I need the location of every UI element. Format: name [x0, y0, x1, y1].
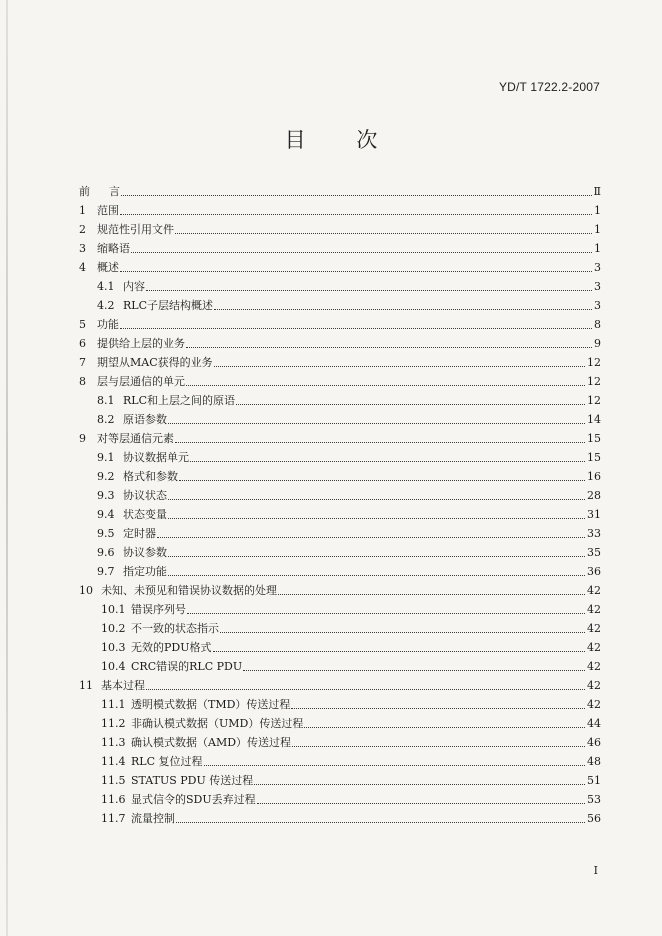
toc-entry[interactable]: [101, 618, 601, 636]
toc-leader-dots: [257, 803, 585, 804]
toc-entry-page: 51: [587, 774, 601, 787]
toc-entry[interactable]: [97, 295, 601, 313]
toc-entry-number: 11.4: [101, 755, 126, 768]
toc-leader-dots: [186, 385, 585, 386]
toc-entry[interactable]: [101, 808, 601, 826]
toc-entry-title: RLC子层结构概述: [123, 299, 214, 312]
toc-entry-number: 8: [79, 375, 86, 388]
toc-entry-title: 基本过程: [101, 679, 145, 692]
toc-entry-page: 44: [587, 717, 601, 730]
toc-entry-title: 层与层通信的单元: [97, 375, 185, 388]
toc-entry-number: 11.5: [101, 774, 126, 787]
toc-leader-dots: [168, 499, 585, 500]
toc-entry-title: 确认模式数据（AMD）传送过程: [131, 736, 292, 749]
toc-leader-dots: [120, 271, 592, 272]
toc-entry[interactable]: [97, 466, 601, 484]
toc-entry[interactable]: [101, 751, 601, 769]
toc-entry-title: 定时器: [123, 527, 156, 540]
toc-entry-number: 10.1: [101, 603, 126, 616]
toc-entry-title: CRC错误的RLC PDU: [131, 660, 243, 673]
toc-leader-dots: [254, 784, 585, 785]
toc-leader-dots: [179, 480, 585, 481]
toc-entry-number: 9: [79, 432, 86, 445]
toc-entry-number: 9.5: [97, 527, 115, 540]
toc-entry[interactable]: [101, 713, 601, 731]
toc-leader-dots: [168, 518, 585, 519]
toc-entry-page: 12: [587, 375, 601, 388]
toc-entry-number: 1: [79, 204, 86, 217]
toc-entry-title: 格式和参数: [123, 470, 178, 483]
toc-leader-dots: [292, 746, 585, 747]
toc-entry-number: 2: [79, 223, 86, 236]
toc-leader-dots: [131, 252, 592, 253]
toc-entry[interactable]: [79, 675, 601, 693]
toc-entry[interactable]: [97, 561, 601, 579]
toc-entry-number: 9.6: [97, 546, 115, 559]
toc-entry-page: 42: [587, 679, 601, 692]
toc-entry[interactable]: [101, 770, 601, 788]
toc-entry-page: 42: [587, 622, 601, 635]
toc-entry-number: 4: [79, 261, 86, 274]
toc-entry-title: 内容: [123, 280, 145, 293]
toc-entry-page: 42: [587, 660, 601, 673]
toc-leader-dots: [214, 366, 585, 367]
toc-entry-page: 12: [587, 394, 601, 407]
toc-leader-dots: [168, 575, 585, 576]
toc-entry[interactable]: [101, 789, 601, 807]
toc-leader-dots: [120, 328, 592, 329]
toc-entry-number: 7: [79, 356, 86, 369]
toc-entry-title: 透明模式数据（TMD）传送过程: [131, 698, 291, 711]
toc-leader-dots: [236, 404, 585, 405]
toc-entry-number: 9.4: [97, 508, 115, 521]
toc-entry[interactable]: [79, 238, 601, 256]
document-code: YD/T 1722.2-2007: [498, 80, 600, 94]
toc-entry-number: 6: [79, 337, 86, 350]
toc-entry-page: 8: [594, 318, 601, 331]
toc-entry[interactable]: [97, 542, 601, 560]
toc-entry-title: 不一致的状态指示: [131, 622, 219, 635]
toc-entry-title: 缩略语: [97, 242, 130, 255]
toc-entry-page: 42: [587, 641, 601, 654]
toc-entry[interactable]: [97, 409, 601, 427]
toc-entry-title: 协议状态: [123, 489, 167, 502]
toc-entry[interactable]: [79, 314, 601, 332]
toc-entry-title: 规范性引用文件: [97, 223, 174, 236]
toc-leader-dots: [243, 670, 585, 671]
toc-entry-page: 46: [587, 736, 601, 749]
toc-leader-dots: [204, 765, 586, 766]
toc-leader-dots: [146, 290, 592, 291]
toc-entry-number: 11.3: [101, 736, 126, 749]
toc-leader-dots: [190, 461, 585, 462]
toc-entry-page: 3: [594, 299, 601, 312]
toc-entry-number: 11.6: [101, 793, 126, 806]
toc-entry[interactable]: [79, 371, 601, 389]
toc-entry[interactable]: [101, 599, 601, 617]
toc-entry-number: 10: [79, 584, 93, 597]
toc-entry-page: 9: [594, 337, 601, 350]
toc-entry-number: 11: [79, 679, 93, 692]
toc-entry-title: 显式信令的SDU丢弃过程: [131, 793, 256, 806]
toc-entry-number: 11.1: [101, 698, 126, 711]
toc-entry-page: 15: [587, 432, 601, 445]
toc-entry-number: 11.7: [101, 812, 126, 825]
toc-leader-dots: [168, 556, 585, 557]
toc-entry-number: 9.2: [97, 470, 115, 483]
toc-entry-title: 提供给上层的业务: [97, 337, 185, 350]
toc-leader-dots: [304, 727, 585, 728]
toc-entry-page: 56: [587, 812, 601, 825]
toc-entry[interactable]: [101, 637, 601, 655]
toc-leader-dots: [146, 689, 585, 690]
toc-entry[interactable]: [97, 447, 601, 465]
toc-entry-number: 前: [79, 185, 90, 198]
toc-entry[interactable]: [97, 276, 601, 294]
toc-entry[interactable]: [79, 580, 601, 598]
toc-entry-number: 4.1: [97, 280, 115, 293]
toc-entry-title: 期望从MAC获得的业务: [97, 356, 213, 369]
page-title: 目 次: [284, 128, 400, 152]
toc-leader-dots: [291, 708, 585, 709]
toc-entry-title: 原语参数: [123, 413, 167, 426]
toc-entry-page: 1: [594, 223, 601, 236]
toc-entry-page: 12: [587, 356, 601, 369]
toc-entry[interactable]: [97, 523, 601, 541]
toc-entry[interactable]: [101, 732, 601, 750]
toc-entry-title: 协议数据单元: [123, 451, 189, 464]
toc-entry-page: 42: [587, 603, 601, 616]
toc-entry-title: RLC 复位过程: [131, 755, 203, 768]
toc-entry[interactable]: [97, 390, 601, 408]
toc-entry-number: 9.7: [97, 565, 115, 578]
toc-entry-title: 流量控制: [131, 812, 175, 825]
toc-entry-number: 8.1: [97, 394, 115, 407]
toc-entry-page: 16: [587, 470, 601, 483]
toc-entry-page: 3: [594, 280, 601, 293]
toc-entry-number: 9.1: [97, 451, 115, 464]
toc-entry-title: 概述: [97, 261, 119, 274]
toc-entry[interactable]: [101, 694, 601, 712]
toc-entry-title: 未知、未预见和错误协议数据的处理: [101, 584, 277, 597]
toc-entry-number: 4.2: [97, 299, 115, 312]
toc-leader-dots: [120, 214, 592, 215]
toc-entry-title: 对等层通信元素: [97, 432, 174, 445]
toc-leader-dots: [213, 651, 586, 652]
toc-entry-title: 状态变量: [123, 508, 167, 521]
toc-entry-page: 48: [587, 755, 601, 768]
toc-entry-number: 10.2: [101, 622, 126, 635]
toc-leader-dots: [175, 233, 592, 234]
toc-entry-title: 错误序列号: [131, 603, 186, 616]
toc-entry-number: 10.4: [101, 660, 126, 673]
toc-entry-title: RLC和上层之间的原语: [123, 394, 236, 407]
toc-entry-number: 9.3: [97, 489, 115, 502]
toc-entry-page: 42: [587, 584, 601, 597]
toc-leader-dots: [121, 195, 592, 196]
toc-entry-page: Ⅱ: [593, 185, 601, 198]
toc-entry[interactable]: [79, 181, 601, 199]
toc-leader-dots: [168, 423, 585, 424]
toc-entry-title: 非确认模式数据（UMD）传送过程: [131, 717, 304, 730]
toc-entry-title: 范围: [97, 204, 119, 217]
toc-entry-title: 言: [109, 185, 120, 198]
toc-entry[interactable]: [79, 200, 601, 218]
toc-leader-dots: [186, 347, 592, 348]
toc-entry[interactable]: [97, 485, 601, 503]
toc-entry[interactable]: [101, 656, 601, 674]
toc-entry[interactable]: [79, 219, 601, 237]
toc-entry-page: 53: [587, 793, 601, 806]
toc-entry-number: 11.2: [101, 717, 126, 730]
toc-entry-page: 28: [587, 489, 601, 502]
toc-leader-dots: [187, 613, 585, 614]
toc-entry[interactable]: [79, 428, 601, 446]
toc-entry-page: 33: [587, 527, 601, 540]
toc-entry-number: 10.3: [101, 641, 126, 654]
toc-entry-title: 协议参数: [123, 546, 167, 559]
toc-entry-title: STATUS PDU 传送过程: [131, 774, 254, 787]
toc-entry-page: 1: [594, 204, 601, 217]
toc-entry-number: 3: [79, 242, 86, 255]
toc-entry[interactable]: [79, 257, 601, 275]
toc-entry-page: 36: [587, 565, 601, 578]
page-number: I: [593, 864, 598, 877]
toc-entry[interactable]: [79, 352, 601, 370]
toc-leader-dots: [175, 442, 585, 443]
toc-entry[interactable]: [79, 333, 601, 351]
toc-entry-number: 8.2: [97, 413, 115, 426]
toc-entry-page: 35: [587, 546, 601, 559]
toc-leader-dots: [278, 594, 585, 595]
toc-leader-dots: [214, 309, 592, 310]
toc-entry-page: 1: [594, 242, 601, 255]
toc-leader-dots: [220, 632, 585, 633]
toc-leader-dots: [157, 537, 585, 538]
toc-entry-page: 42: [587, 698, 601, 711]
toc-entry-page: 15: [587, 451, 601, 464]
toc-entry-page: 3: [594, 261, 601, 274]
toc-entry-title: 无效的PDU格式: [131, 641, 212, 654]
toc-entry-page: 31: [587, 508, 601, 521]
toc-entry-page: 14: [587, 413, 601, 426]
toc-entry-title: 功能: [97, 318, 119, 331]
toc-entry-title: 指定功能: [123, 565, 167, 578]
toc-entry-number: 5: [79, 318, 86, 331]
toc-leader-dots: [176, 822, 585, 823]
toc-entry[interactable]: [97, 504, 601, 522]
